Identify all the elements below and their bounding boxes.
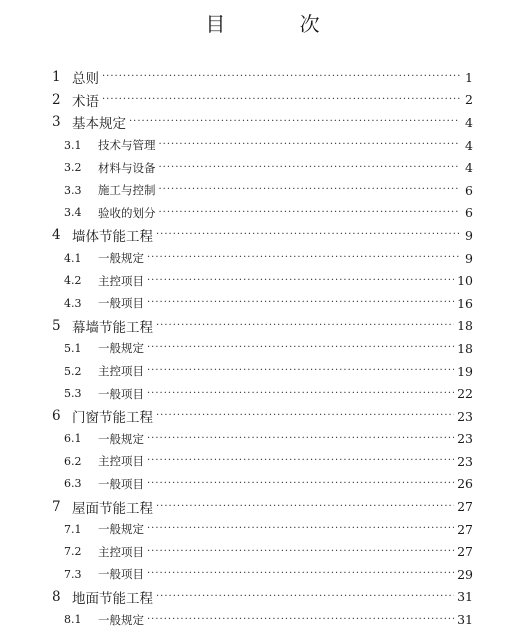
toc-entry-page: 26 [457,476,473,492]
dot-leader [147,343,454,353]
toc-entry-title: 一般规定 [98,522,144,537]
toc-chapter-entry [0,315,525,338]
toc-entry-number: 5.1 [64,341,82,355]
toc-chapter-entry [0,89,525,112]
toc-entry-title: 一般规定 [98,251,144,266]
toc-section-entry [0,202,525,225]
toc-entry-title: 屋面节能工程 [72,500,153,517]
toc-section-entry [0,247,525,270]
toc-chapter-entry [0,66,525,89]
toc-entry-title: 门窗节能工程 [72,410,153,427]
toc-section-entry [0,563,525,586]
toc-entry-page: 4 [465,137,473,153]
dot-leader [147,524,454,534]
toc-section-entry [0,382,525,405]
dot-leader [147,298,454,308]
toc-entry-number: 4 [52,227,61,244]
dot-leader [159,208,461,218]
toc-entry-title: 一般规定 [98,612,144,627]
toc-entry-number: 5.3 [64,387,82,401]
dot-leader [147,615,454,625]
toc-entry-page: 22 [457,386,473,402]
toc-entry-page: 6 [465,182,473,198]
toc-entry-number: 6.3 [64,477,82,491]
toc-entry-page: 1 [465,69,473,85]
toc-entry-title: 一般项目 [98,567,144,582]
toc-section-entry [0,473,525,496]
toc-entry-page: 23 [457,408,473,424]
toc-entry-number: 1 [52,69,61,86]
toc-entry-title: 主控项目 [98,273,144,288]
toc-section-entry [0,518,525,541]
toc-entry-page: 4 [465,160,473,176]
dot-leader [147,389,454,399]
toc-chapter-entry [0,405,525,428]
toc-section-entry [0,179,525,202]
dot-leader [147,547,454,557]
toc-entry-title: 验收的划分 [98,205,156,220]
toc-entry-page: 29 [457,566,473,582]
dot-leader [156,230,460,240]
toc-entry-page: 31 [457,612,473,628]
toc-entry-number: 3 [52,114,61,131]
toc-chapter-entry [0,224,525,247]
toc-entry-page: 6 [465,205,473,221]
toc-entry-title: 主控项目 [98,454,144,469]
toc-entry-number: 7.3 [64,567,82,581]
toc-section-entry [0,450,525,473]
dot-leader [156,592,454,602]
toc-entry-number: 7.2 [64,545,82,559]
toc-entry-number: 5 [52,317,61,334]
toc-entry-number: 2 [52,91,61,108]
toc-section-entry [0,608,525,631]
toc-entry-number: 4.2 [64,274,82,288]
dot-leader [147,569,454,579]
toc-section-entry [0,134,525,157]
toc-entry-page: 18 [457,318,473,334]
toc-entry-title: 施工与控制 [98,183,156,198]
toc-section-entry [0,540,525,563]
toc-entry-page: 23 [457,431,473,447]
toc-entry-number: 8 [52,588,61,605]
dot-leader [147,434,454,444]
toc-chapter-entry [0,111,525,134]
dot-leader [159,140,461,150]
dot-leader [147,253,460,263]
toc-entry-number: 7.1 [64,522,82,536]
toc-entry-number: 7 [52,498,61,515]
toc-entry-title: 一般项目 [98,386,144,401]
toc-entry-page: 18 [457,340,473,356]
toc-entry-page: 27 [457,521,473,537]
toc-entry-title: 主控项目 [98,364,144,379]
toc-entry-number: 3.1 [64,138,82,152]
toc-entry-page: 27 [457,544,473,560]
dot-leader [147,276,454,286]
dot-leader [156,321,454,331]
toc-entry-page: 31 [457,589,473,605]
toc-entry-title: 墙体节能工程 [72,229,153,246]
dot-leader [129,117,460,127]
toc-chapter-entry [0,495,525,518]
toc-entry-page: 10 [457,273,473,289]
dot-leader [147,479,454,489]
dot-leader [156,411,454,421]
toc-entry-page: 4 [465,114,473,130]
toc-section-entry [0,269,525,292]
table-of-contents [0,66,525,631]
dot-leader [159,185,461,195]
toc-entry-title: 地面节能工程 [72,590,153,607]
toc-entry-title: 技术与管理 [98,138,156,153]
toc-entry-title: 一般项目 [98,296,144,311]
toc-section-entry [0,292,525,315]
toc-chapter-entry [0,586,525,609]
toc-entry-number: 6 [52,408,61,425]
toc-entry-number: 4.3 [64,296,82,310]
toc-entry-title: 总则 [72,71,99,88]
toc-entry-number: 3.3 [64,183,82,197]
toc-entry-title: 幕墙节能工程 [72,319,153,336]
dot-leader [147,456,454,466]
toc-entry-number: 3.4 [64,206,82,220]
toc-entry-title: 基本规定 [72,116,126,133]
toc-section-entry [0,360,525,383]
toc-entry-number: 3.2 [64,161,82,175]
toc-section-entry [0,337,525,360]
toc-entry-title: 主控项目 [98,544,144,559]
dot-leader [156,502,454,512]
toc-entry-page: 9 [465,227,473,243]
toc-entry-page: 23 [457,453,473,469]
toc-entry-title: 术语 [72,93,99,110]
dot-leader [159,163,461,173]
toc-entry-number: 6.2 [64,454,82,468]
toc-entry-title: 材料与设备 [98,160,156,175]
toc-entry-number: 6.1 [64,432,82,446]
dot-leader [147,366,454,376]
toc-entry-page: 19 [457,363,473,379]
dot-leader [102,95,460,105]
toc-entry-page: 27 [457,499,473,515]
toc-entry-title: 一般规定 [98,341,144,356]
toc-entry-title: 一般规定 [98,431,144,446]
toc-entry-page: 9 [465,250,473,266]
toc-entry-page: 16 [457,295,473,311]
dot-leader [102,72,460,82]
toc-entry-number: 5.2 [64,364,82,378]
toc-section-entry [0,428,525,451]
toc-entry-number: 8.1 [64,613,82,627]
toc-entry-title: 一般项目 [98,476,144,491]
page-title: 目 次 [205,12,354,36]
toc-section-entry [0,156,525,179]
toc-entry-number: 4.1 [64,251,82,265]
toc-entry-page: 2 [465,92,473,108]
